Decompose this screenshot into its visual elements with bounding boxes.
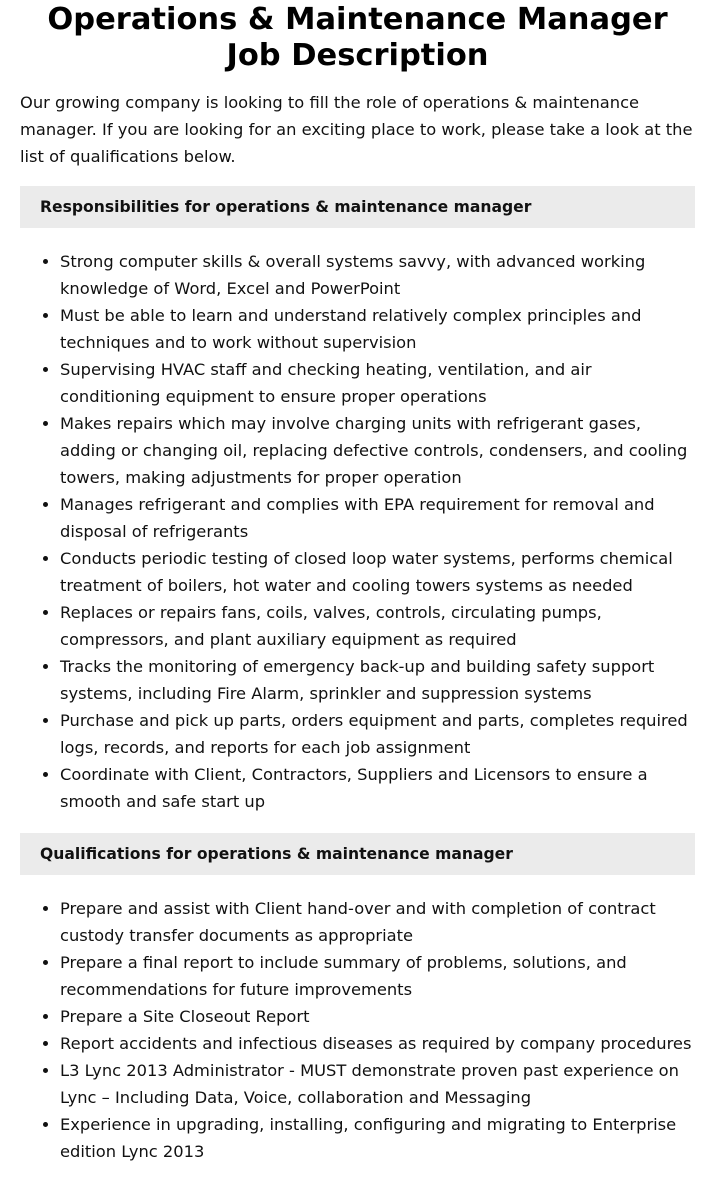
qualifications-header: Qualifications for operations & maintenance manager [20,833,695,875]
page-title: Operations & Maintenance Manager Job Description [47,2,668,73]
qualification-item: • Experience in upgrading, installing, configuring and migrating to Enterprise edition Lync 2013 [60,1111,695,1165]
responsibility-item: • Coordinate with Client, Contractors, Suppliers and Licensors to ensure a smooth and safe start up [60,761,695,815]
responsibility-item: • Tracks the monitoring of emergency back-up and building safety support systems, including Fire Alarm, sprinkler and suppression systems [60,653,695,707]
qualification-item: • Prepare and assist with Client hand-over and with completion of contract custody transfer documents as appropriate [60,895,695,949]
responsibility-item: • Conducts periodic testing of closed loop water systems, performs chemical treatment of boilers, hot water and cooling towers systems as needed [60,545,695,599]
responsibility-item: • Supervising HVAC staff and checking heating, ventilation, and air conditioning equipment to ensure proper operations [60,356,695,410]
responsibility-item: • Replaces or repairs fans, coils, valves, controls, circulating pumps, compressors, and plant auxiliary equipment as required [60,599,695,653]
intro-paragraph: Our growing company is looking to fill the role of operations & maintenance manager. If you are looking for an exciting place to work, please take a look at the list of qualifications below. [20,93,693,166]
qualification-item: • Prepare a final report to include summary of problems, solutions, and recommendations for future improvements [60,949,695,1003]
qualification-item: • Prepare a Site Closeout Report [60,1003,695,1030]
qualifications-list [20,895,695,1165]
responsibilities-header: Responsibilities for operations & maintenance manager [20,186,695,228]
responsibility-item: • Makes repairs which may involve charging units with refrigerant gases, adding or changing oil, replacing defective controls, condensers, and cooling towers, making adjustments for proper operation [60,410,695,491]
qualification-item: • L3 Lync 2013 Administrator - MUST demonstrate proven past experience on Lync – Including Data, Voice, collaboration and Messaging [60,1057,695,1111]
qualification-item: • Report accidents and infectious diseases as required by company procedures [60,1030,695,1057]
responsibility-item: • Manages refrigerant and complies with EPA requirement for removal and disposal of refrigerants [60,491,695,545]
responsibilities-list [20,248,695,815]
responsibility-item: • Strong computer skills & overall systems savvy, with advanced working knowledge of Word, Excel and PowerPoint [60,248,695,302]
responsibility-item: • Purchase and pick up parts, orders equipment and parts, completes required logs, records, and reports for each job assignment [60,707,695,761]
responsibility-item: • Must be able to learn and understand relatively complex principles and techniques and to work without supervision [60,302,695,356]
